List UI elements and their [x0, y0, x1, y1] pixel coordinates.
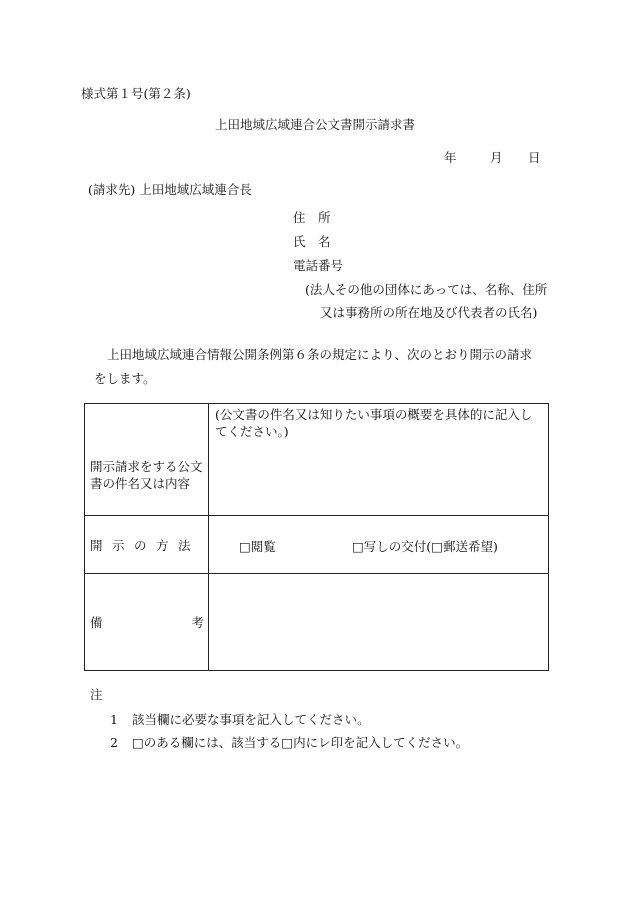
date-year: 年 — [444, 150, 457, 165]
form-number: 様式第１号(第２条) — [81, 86, 191, 101]
copy-delivery-checkbox[interactable]: □写しの交付(□郵送希望) — [352, 539, 498, 554]
note-item-1-number: 1 — [110, 712, 118, 727]
notes-heading: 注 — [90, 687, 103, 702]
document-subject-hint: (公文書の件名又は知りたい事項の概要を具体的に記入してください。) — [215, 407, 533, 439]
note-item-2-number: 2 — [110, 735, 118, 750]
disclosure-method-row — [85, 516, 549, 574]
document-title: 上田地域広域連合公文書開示請求書 — [214, 117, 415, 132]
corporation-note-line2: 又は事務所の所在地及び代表者の氏名) — [320, 305, 538, 320]
name-label: 氏 名 — [293, 234, 331, 249]
disclosure-method-options — [209, 516, 549, 574]
viewing-checkbox[interactable]: □閲覧 — [239, 539, 276, 554]
remarks-label-right: 考 — [191, 615, 204, 630]
remarks-input[interactable] — [209, 574, 549, 671]
request-statement-line2: をします。 — [94, 371, 156, 386]
remarks-row — [85, 574, 549, 671]
request-statement-line1: 上田地域広域連合情報公開条例第６条の規定により、次のとおり開示の請求 — [107, 347, 533, 362]
note-item-2-text: □のある欄には、該当する□内にレ印を記入してください。 — [132, 735, 469, 750]
phone-field[interactable] — [293, 256, 349, 274]
disclosure-method-label: 開示の方法 — [85, 516, 209, 574]
remarks-label — [85, 574, 209, 671]
name-field[interactable] — [293, 232, 349, 250]
addressee: (請求先) 上田地域広域連合長 — [88, 182, 252, 197]
corporation-note-line1: (法人その他の団体にあっては、名称、住所 — [305, 282, 548, 297]
address-field[interactable] — [293, 208, 349, 226]
request-form-table — [84, 403, 549, 671]
note-item-1 — [110, 710, 370, 728]
document-subject-input[interactable] — [209, 404, 549, 516]
document-subject-row — [85, 404, 549, 516]
document-subject-label: 開示請求をする公文書の件名又は内容 — [85, 404, 209, 516]
date-line — [444, 148, 541, 166]
date-month: 月 — [490, 150, 503, 165]
date-day: 日 — [528, 150, 541, 165]
remarks-label-left: 備 — [90, 615, 103, 630]
phone-label: 電話番号 — [293, 258, 344, 273]
note-item-1-text: 該当欄に必要な事項を記入してください。 — [132, 712, 370, 727]
note-item-2 — [110, 733, 468, 751]
address-label: 住 所 — [293, 210, 331, 225]
